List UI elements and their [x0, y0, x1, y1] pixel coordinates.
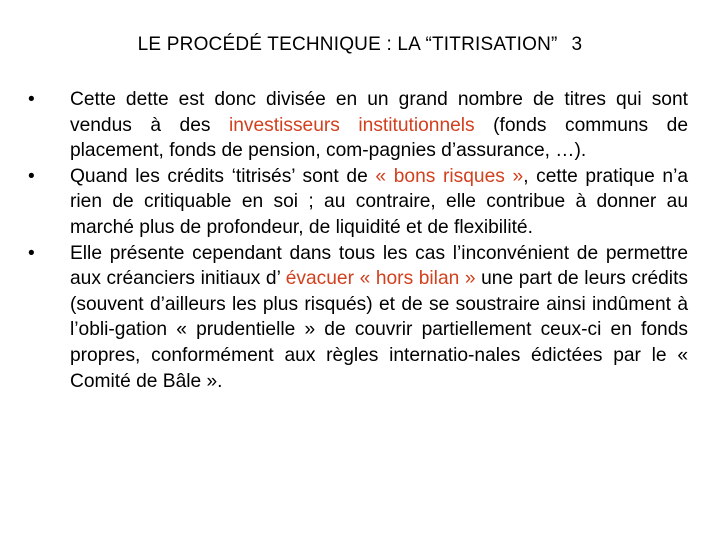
bullet-text: une part de leurs crédits (souvent d’ailleurs les plus risqués) et de se soustraire ainsi indûment à l’obli-gation « prudentielle » de couvrir partiellement ceux-ci en fonds propres, conformément aux règles internatio-nales édictées par le « Comité de Bâle ».: [70, 268, 688, 392]
bullet-icon: •: [28, 89, 35, 110]
bullet-icon: •: [28, 165, 35, 187]
bullet-text: Quand les crédits ‘titrisés’ sont de: [70, 165, 376, 187]
highlight-text: « bons risques »: [375, 165, 524, 187]
bullet-item: [28, 87, 688, 164]
bullet-list: [28, 87, 688, 394]
title-text: LE PROCÉDÉ TECHNIQUE : LA “TITRISATION”: [137, 34, 558, 55]
page-number: 3: [571, 34, 583, 55]
highlight-text: investisseurs institutionnels: [228, 114, 475, 136]
slide-title: [0, 34, 720, 56]
bullet-item: [28, 241, 688, 395]
bullet-text: (fonds communs de placement, fonds de pension, com-pagnies d’assurance, …).: [70, 114, 688, 162]
bullet-text: Cette dette est donc divisée en un grand nombre de titres qui sont vendus à des: [70, 89, 688, 136]
bullet-text: , cette pratique n’a rien de critiquable en soi ; au contraire, elle contribue à donner au marché plus de profondeur, de liquidité et de flexibilité.: [70, 165, 689, 238]
bullet-text: Elle présente cependant dans tous les cas l’inconvénient de permettre aux créanciers initiaux d’: [70, 242, 688, 290]
bullet-icon: •: [28, 242, 35, 264]
highlight-text: évacuer « hors bilan »: [285, 268, 476, 290]
bullet-item: [28, 164, 688, 241]
